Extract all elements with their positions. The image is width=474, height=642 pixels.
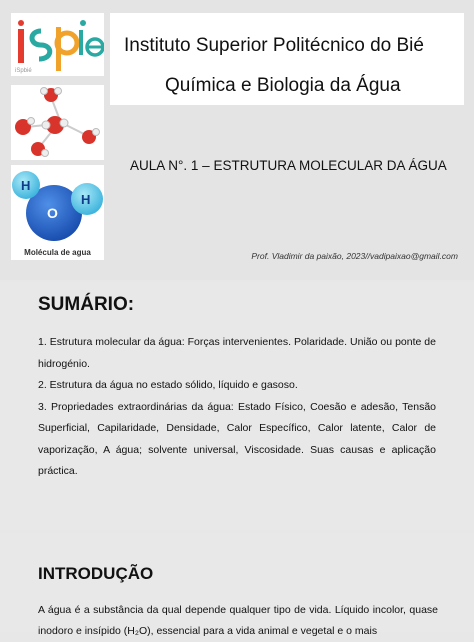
oxygen-label: O [47,205,58,221]
summary-list [38,332,436,483]
title-box [110,13,464,105]
summary-item: 2. Estrutura da água no estado sólido, líquido e gasoso. [38,379,298,391]
institute-logo [11,13,104,76]
hydrogen-label-2: H [81,192,91,207]
lesson-title: AULA N°. 1 – ESTRUTURA MOLECULAR DA ÁGUA [130,158,447,173]
water-molecule-graphic [11,165,104,245]
summary-slide [0,282,474,530]
introduction-slide [0,533,474,637]
summary-item: 3. Propriedades extraordinárias da água: Estado Físico, Coesão e adesão, Tensão Superficial, Capilaridade, Densidade, Calor Específico, Calor latente, Calor de vaporização, A água; solvente universal, Viscosidade. Suas causas e aplicação práctica. [38,400,436,477]
logo-graphic [11,13,104,76]
hydrogen-label-1: H [21,178,31,193]
institute-name: Instituto Superior Politécnico do Bié [124,35,424,56]
summary-item: 1. Estrutura molecular da água: Forças intervenientes. Polaridade. União ou ponte de hidrogénio. [38,336,436,370]
water-caption: Molécula de agua [24,248,91,257]
water-molecules-illustration [11,85,104,160]
molecule-image [11,85,104,160]
summary-title: SUMÁRIO: [38,294,135,315]
course-name: Química e Biologia da Água [165,75,401,96]
title-slide [0,0,474,280]
water-molecule-image [11,165,104,260]
professor-credit: Prof. Vladimir da paixão, 2023//vadipaixao@gmail.com [251,251,458,261]
introduction-title: INTRODUÇÃO [38,564,154,583]
logo-lettering: iSpbié [15,68,32,74]
introduction-text: A água é a substância da qual depende qualquer tipo de vida. Líquido incolor, quase inodoro e insípido (H₂O), essencial para a vida animal e vegetal e o mais [38,604,438,637]
